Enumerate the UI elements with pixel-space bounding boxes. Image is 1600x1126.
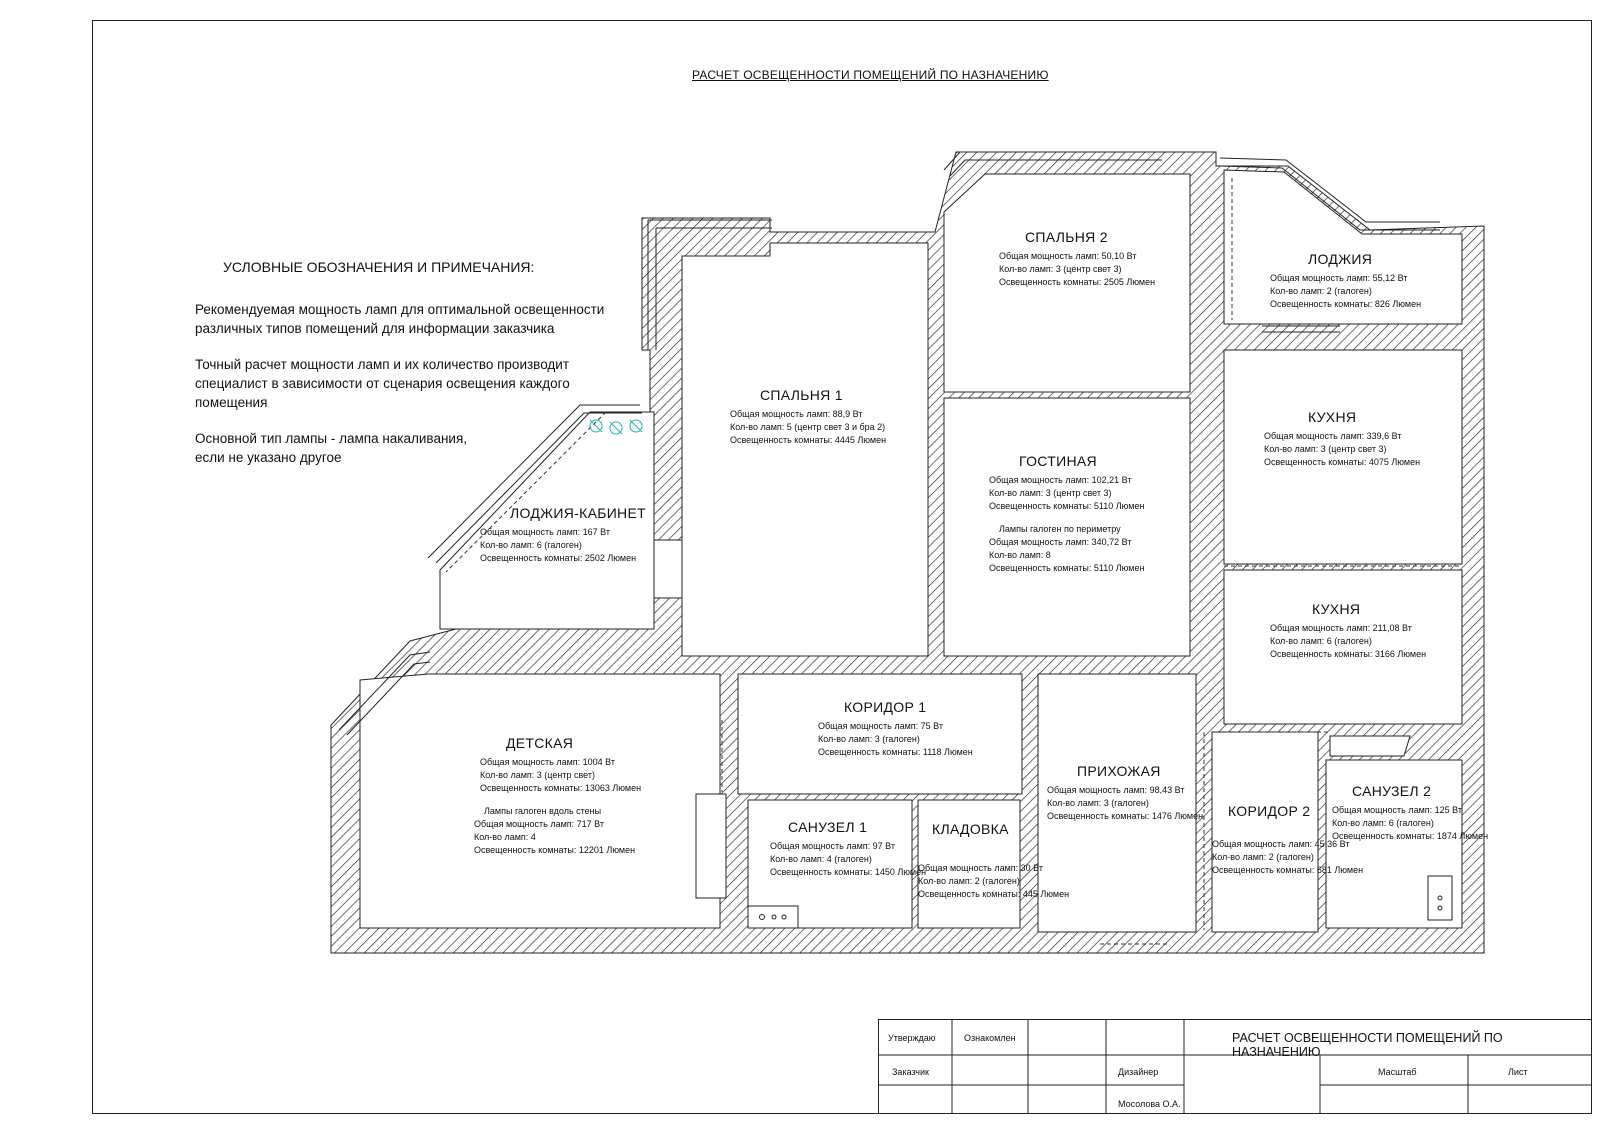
room-info-line: Кол-во ламп: 3 (галоген) — [1047, 798, 1149, 808]
room-info-line: Освещенность комнаты: 2505 Люмен — [999, 277, 1156, 287]
room-info-line: Общая мощность ламп: 45,36 Вт — [1212, 839, 1350, 849]
room-info-line: Освещенность комнаты: 12201 Люмен — [474, 845, 636, 855]
notes-heading: УСЛОВНЫЕ ОБОЗНАЧЕНИЯ И ПРИМЕЧАНИЯ: — [223, 259, 535, 275]
room-info-line: Кол-во ламп: 2 (галоген) — [1270, 286, 1372, 296]
note-line: Точный расчет мощности ламп и их количество производит — [195, 357, 570, 372]
room-info-line: Общая мощность ламп: 717 Вт — [474, 819, 604, 829]
room-hall — [1047, 762, 1203, 823]
room-info-line: Кол-во ламп: 6 (галоген) — [1270, 636, 1372, 646]
room-info-line: Кол-во ламп: 2 (галоген) — [918, 876, 1020, 886]
tb-designer-label: Дизайнер — [1118, 1067, 1159, 1077]
room-info-line: Кол-во ламп: 6 (галоген) — [480, 540, 582, 550]
room-info-line: Общая мощность ламп: 340,72 Вт — [989, 537, 1132, 547]
room-kitchen-2 — [1270, 600, 1426, 661]
note-line: Рекомендуемая мощность ламп для оптимальной освещенности — [195, 302, 605, 317]
tb-approve-label: Утверждаю — [888, 1033, 936, 1043]
tb-scale-label: Масштаб — [1378, 1067, 1417, 1077]
room-info-line: Общая мощность ламп: 97 Вт — [770, 841, 895, 851]
room-info-line: Освещенность комнаты: 1450 Люмен — [770, 867, 927, 877]
room-info-line: Общая мощность ламп: 30 Вт — [918, 863, 1043, 873]
room-info-line: Кол-во ламп: 3 (центр свет 3) — [989, 488, 1112, 498]
room-info-line: Общая мощность ламп: 102,21 Вт — [989, 475, 1132, 485]
room-info-line: Освещенность комнаты: 4445 Люмен — [730, 435, 887, 445]
room-info-line: Общая мощность ламп: 167 Вт — [480, 527, 610, 537]
note-line: различных типов помещений для информации заказчика — [195, 321, 555, 336]
room-info-line: Освещенность комнаты: 5110 Люмен — [989, 501, 1145, 511]
room-title: КЛАДОВКА — [932, 821, 1009, 837]
room-title: КУХНЯ — [1308, 409, 1357, 425]
room-title: ПРИХОЖАЯ — [1077, 763, 1161, 779]
room-bathroom-1 — [770, 818, 926, 879]
room-title: ДЕТСКАЯ — [506, 735, 574, 751]
room-title: КУХНЯ — [1312, 601, 1361, 617]
room-title: ГОСТИНАЯ — [1019, 453, 1097, 469]
room-info-line: Общая мощность ламп: 50,10 Вт — [999, 251, 1137, 261]
room-info-line: Освещенность комнаты: 5110 Люмен — [989, 563, 1145, 573]
room-info-line: Общая мощность ламп: 75 Вт — [818, 721, 943, 731]
room-info-line: Кол-во ламп: 6 (галоген) — [1332, 818, 1434, 828]
room-info-line: Общая мощность ламп: 55,12 Вт — [1270, 273, 1408, 283]
note-line: помещения — [195, 395, 268, 410]
room-kitchen-1 — [1264, 408, 1420, 469]
room-info-line: Общая мощность ламп: 88,9 Вт — [730, 409, 863, 419]
room-title: ЛОДЖИЯ — [1308, 251, 1373, 267]
room-title: КОРИДОР 1 — [844, 699, 927, 715]
note-line: Основной тип лампы - лампа накаливания, — [195, 431, 468, 446]
room-loggia — [1270, 250, 1421, 311]
room-info-line: Общая мощность ламп: 1004 Вт — [480, 757, 615, 767]
room-info-line: Кол-во ламп: 3 (центр свет 3) — [1264, 444, 1387, 454]
room-title: СПАЛЬНЯ 2 — [1025, 229, 1108, 245]
room-info-line: Кол-во ламп: 4 — [474, 832, 536, 842]
room-childrens — [474, 734, 641, 857]
page-title: РАСЧЕТ ОСВЕЩЕННОСТИ ПОМЕЩЕНИЙ ПО НАЗНАЧЕНИЮ — [692, 68, 1049, 82]
room-title: ЛОДЖИЯ-КАБИНЕТ — [510, 505, 646, 521]
room-info-line: Освещенность комнаты: 4075 Люмен — [1264, 457, 1421, 467]
room-living — [989, 452, 1144, 575]
tb-drawing-title: РАСЧЕТ ОСВЕЩЕННОСТИ ПОМЕЩЕНИЙ ПО НАЗНАЧЕНИЮ — [1232, 1031, 1503, 1059]
room-info-line: Общая мощность ламп: 211,08 Вт — [1270, 623, 1412, 633]
title-block — [878, 1019, 1592, 1114]
room-info-line: Общая мощность ламп: 339,6 Вт — [1264, 431, 1402, 441]
room-bathroom-2 — [1332, 782, 1488, 843]
room-info-line: Общая мощность ламп: 98,43 Вт — [1047, 785, 1185, 795]
room-title: САНУЗЕЛ 1 — [788, 819, 868, 835]
tb-customer-label: Заказчик — [892, 1067, 929, 1077]
tb-acquainted-label: Ознакомлен — [964, 1033, 1016, 1043]
room-corridor-1 — [818, 698, 973, 759]
room-info-line: Освещенность комнаты: 13063 Люмен — [480, 783, 642, 793]
tb-sheet-label: Лист — [1508, 1067, 1528, 1077]
room-info-line: Общая мощность ламп: 125 Вт — [1332, 805, 1462, 815]
room-title: САНУЗЕЛ 2 — [1352, 783, 1432, 799]
room-info-line: Кол-во ламп: 8 — [989, 550, 1051, 560]
room-title: КОРИДОР 2 — [1228, 803, 1311, 819]
room-info-line: Лампы галоген по периметру — [999, 524, 1121, 534]
room-info-line: Освещенность комнаты: 826 Люмен — [1270, 299, 1422, 309]
room-info-line: Кол-во ламп: 2 (галоген) — [1212, 852, 1314, 862]
room-info-line: Освещенность комнаты: 3166 Люмен — [1270, 649, 1427, 659]
note-line: если не указано другое — [195, 450, 342, 465]
room-bedroom-2 — [999, 228, 1155, 289]
room-pantry — [918, 820, 1069, 901]
room-info-line: Кол-во ламп: 4 (галоген) — [770, 854, 872, 864]
room-info-line: Кол-во ламп: 3 (галоген) — [818, 734, 920, 744]
room-bedroom-1 — [730, 386, 886, 447]
room-title: СПАЛЬНЯ 1 — [760, 387, 843, 403]
room-info-line: Освещенность комнаты: 445 Люмен — [918, 889, 1070, 899]
room-info-line: Кол-во ламп: 5 (центр свет 3 и бра 2) — [730, 422, 886, 432]
note-line: специалист в зависимости от сценария освещения каждого — [195, 376, 570, 391]
room-info-line: Кол-во ламп: 3 (центр свет) — [480, 770, 595, 780]
tb-designer-name: Мосолова О.А. — [1118, 1099, 1181, 1109]
room-info-line: Освещенность комнаты: 1874 Люмен — [1332, 831, 1489, 841]
room-info-line: Освещенность комнаты: 1118 Люмен — [818, 747, 973, 757]
room-info-line: Освещенность комнаты: 1476 Люмен — [1047, 811, 1204, 821]
room-loggia-cabinet — [480, 504, 646, 565]
room-info-line: Освещенность комнаты: 2502 Люмен — [480, 553, 637, 563]
room-info-line: Освещенность комнаты: 681 Люмен — [1212, 865, 1364, 875]
room-info-line: Кол-во ламп: 3 (центр свет 3) — [999, 264, 1122, 274]
room-info-line: Лампы галоген вдоль стены — [484, 806, 602, 816]
